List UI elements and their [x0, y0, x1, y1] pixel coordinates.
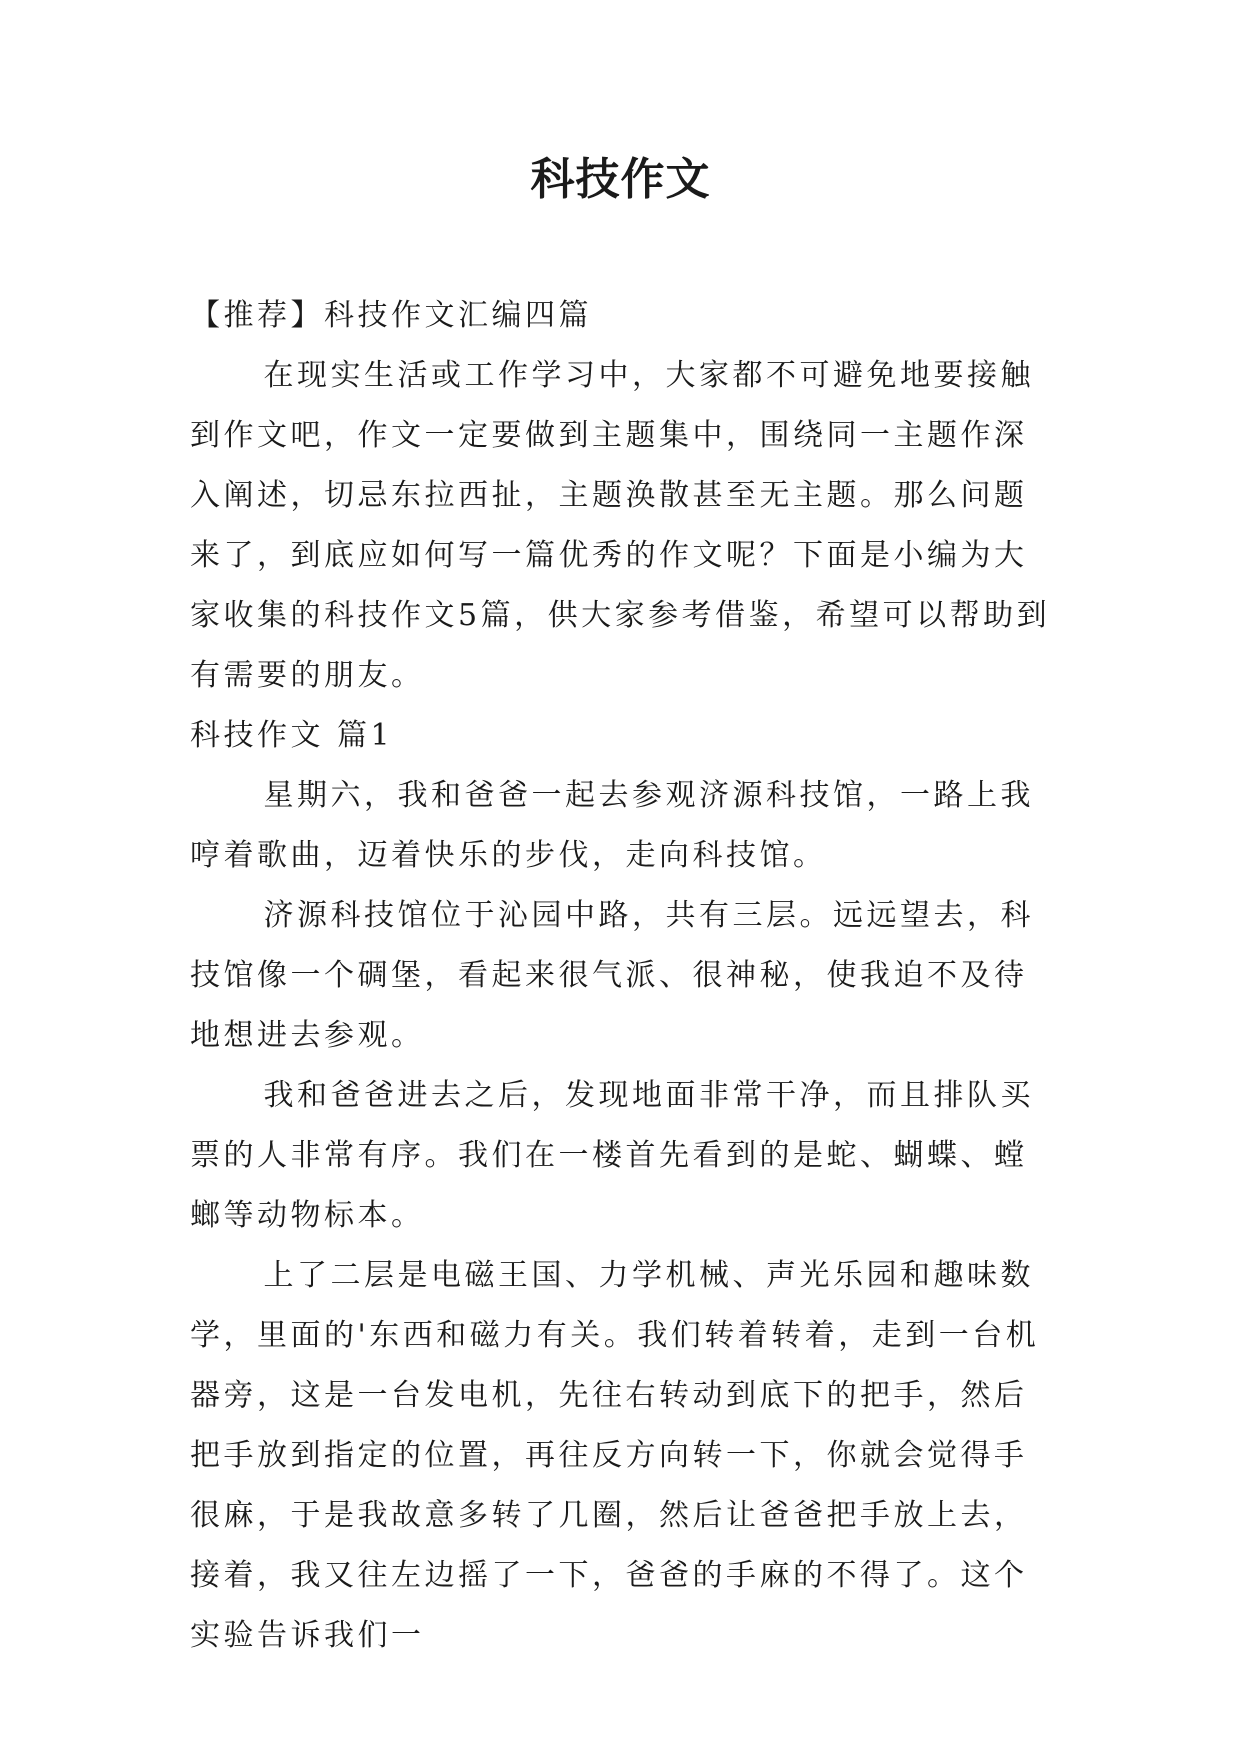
document-title: 科技作文: [530, 154, 711, 205]
body-paragraph: 星期六，我和爸爸一起去参观济源科技馆，一路上我哼着歌曲，迈着快乐的步伐，走向科技馆。: [190, 778, 1034, 873]
intro-paragraph: 在现实生活或工作学习中，大家都不可避免地要接触到作文吧，作文一定要做到主题集中，围绕同一主题作深入阐述，切忌东拉西扯，主题涣散甚至无主题。那么问题来了，到底应如何写一篇优秀的作文呢？下面是小编为大家收集的科技作文5篇，供大家参考借鉴，希望可以帮助到有需要的朋友。: [190, 358, 1051, 693]
body-paragraph: 我和爸爸进去之后，发现地面非常干净，而且排队买票的人非常有序。我们在一楼首先看到的是蛇、蝴蝶、螳螂等动物标本。: [190, 1078, 1034, 1233]
body-paragraph: 上了二层是电磁王国、力学机械、声光乐园和趣味数学，里面的'东西和磁力有关。我们转着转着，走到一台机器旁，这是一台发电机，先往右转动到底下的把手，然后把手放到指定的位置，再往反方向转一下，你就会觉得手很麻，于是我故意多转了几圈，然后让爸爸把手放上去，接着，我又往左边摇了一下，爸爸的手麻的不得了。这个实验告诉我们一: [190, 1258, 1040, 1653]
section-heading: 科技作文 篇1: [190, 718, 394, 753]
body-paragraph: 济源科技馆位于沁园中路，共有三层。远远望去，科技馆像一个碉堡，看起来很气派、很神秘，使我迫不及待地想进去参观。: [190, 898, 1034, 1053]
document-body: [190, 286, 1060, 1666]
document-subtitle: 【推荐】科技作文汇编四篇: [190, 298, 592, 333]
